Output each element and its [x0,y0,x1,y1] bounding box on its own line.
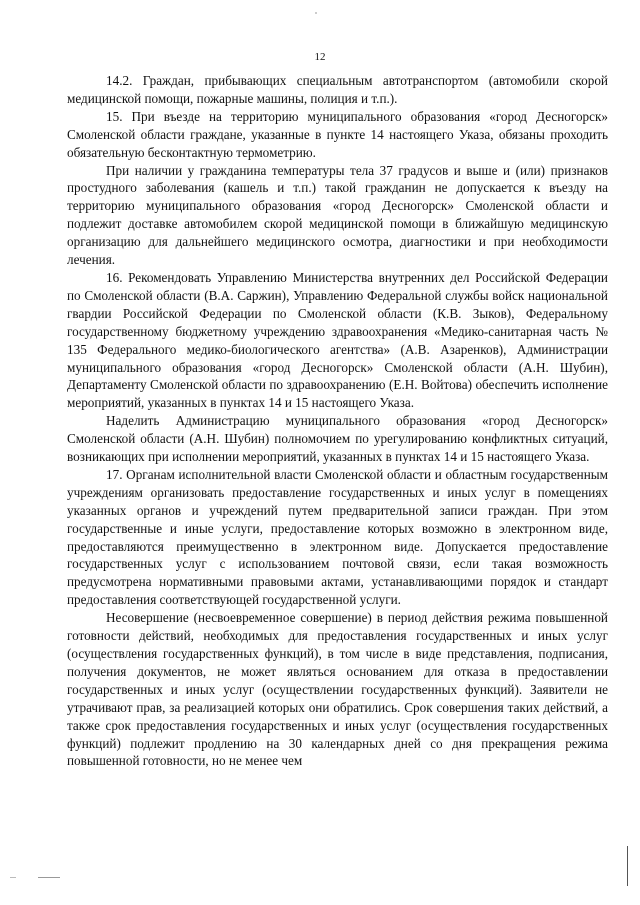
paragraph-16-authority: Наделить Администрацию муниципального образования «город Десногорск» Смоленской области (А.Н. Шубин) полномочием по урегулированию конфликтных ситуаций, возникающих при исполнении мероприятий, указанных в пунктах 14 и 15 настоящего Указа. [67,413,608,465]
scan-edge-mark [627,846,628,886]
paragraph-15-temperature: При наличии у гражданина температуры тела 37 градусов и выше и (или) признаков простудного заболевания (кашель и т.п.) такой гражданин не допускается к въезду на территорию муниципального образования «город Десногорск» Смоленской области и подлежит доставке автомобилем скорой медицинской помощи в ближайшую медицинскую организацию для дальнейшего медицинского осмотра, диагностики и при необходимости лечения. [67,162,608,268]
paragraph-17-deadlines: Несовершение (несвоевременное совершение) в период действия режима повышенной готовности действий, необходимых для предоставления государственных и иных услуг (осуществления государственных функций), в том числе в виде представления, подписания, получения документов, не может являться основанием для отказа в предоставлении государственных и иных услуг (осуществлении государственных функций). Заявители не утрачивают прав, за реализацией которых они обратились. Срок совершения таких действий, а также срок предоставления государственных и иных услуг (осуществления государственных функций) подлежит продлению на 30 календарных дней со дня прекращения режима повышенной готовности, но не менее чем [67,610,608,769]
document-body [67,72,608,770]
paragraph-17: 17. Органам исполнительной власти Смоленской области и областным государственным учреждениям организовать предоставление государственных и иных услуг в помещениях указанных органов и учреждений путем предварительной записи граждан. При этом государственные и иные услуги, предоставление которых возможно в электронном виде, предоставляются преимущественно в электронном виде. Допускается предоставление государственных услуг с использованием почтовой связи, если такая возможность предусмотрена нормативными правовыми актами, устанавливающими порядок и стандарт предоставления соответствующей государственной услуги. [67,466,608,608]
paragraph-15: 15. При въезде на территорию муниципального образования «город Десногорск» Смоленской области граждане, указанные в пункте 14 настоящего Указа, обязаны проходить обязательную бесконтактную термометрию. [67,108,608,160]
scan-artifact-dash [10,877,16,878]
paragraph-16: 16. Рекомендовать Управлению Министерства внутренних дел Российской Федерации по Смоленской области (В.А. Саржин), Управлению Федеральной службы войск национальной гвардии Российской Федерации по Смоленской области (К.В. Зыков), Федеральному государственному бюджетному учреждению здравоохранения «Медико-санитарная часть № 135 Федерального медико-биологического агентства» (А.В. Азаренков), Администрации муниципального образования «город Десногорск» Смоленской области (А.Н. Шубин), Департаменту Смоленской области по здравоохранению (Е.Н. Войтова) обеспечить исполнение мероприятий, указанных в пунктах 14 и 15 настоящего Указа. [67,269,608,411]
paragraph-14-2: 14.2. Граждан, прибывающих специальным автотранспортом (автомобили скорой медицинской помощи, пожарные машины, полиция и т.п.). [67,73,608,106]
scan-artifact [315,12,317,14]
page-number: 12 [314,51,326,63]
scan-artifact-line [38,877,60,878]
